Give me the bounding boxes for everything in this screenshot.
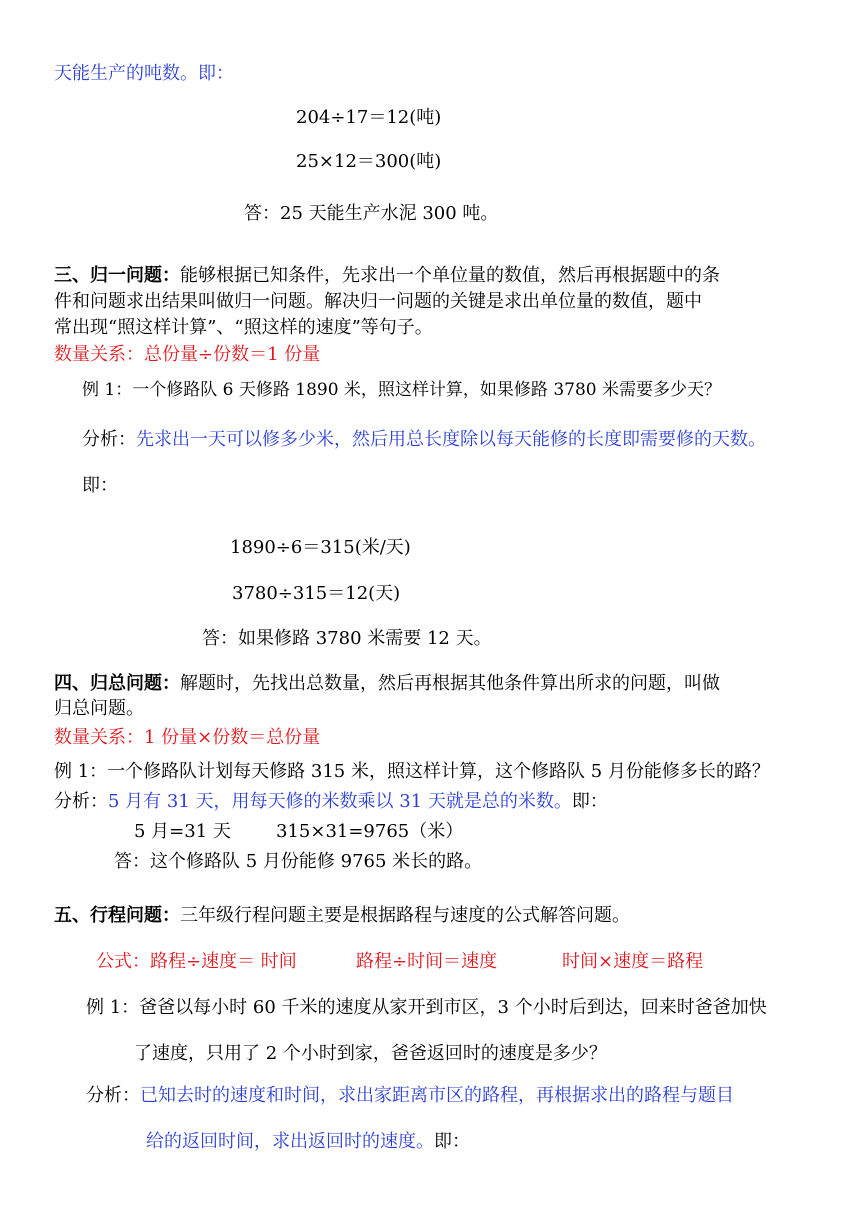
- section4-example: 例 1：一个修路队计划每天修路 315 米，照这样计算，这个修路队 5 月份能修多长的路？: [54, 761, 770, 782]
- section5-formula-2: 路程÷时间＝速度: [356, 951, 498, 972]
- section5-analysis-text-1: 已知去时的速度和时间，求出家距离市区的路程，再根据求出的路程与题目: [140, 1085, 734, 1106]
- section3-desc-1: 能够根据已知条件，先求出一个单位量的数值，然后再根据题中的条: [180, 265, 720, 286]
- section5-analysis-tail: 即：: [434, 1131, 470, 1152]
- section3-relation: 数量关系：总份量÷份数＝1 份量: [54, 344, 321, 365]
- section4-analysis-text: 5 月有 31 天，用每天修的米数乘以 31 天就是总的米数。: [108, 791, 572, 812]
- section4-analysis-label: 分析：: [54, 791, 108, 812]
- section3-analysis: [82, 428, 766, 452]
- section4-equation-2: 315×31=9765（米）: [276, 821, 464, 842]
- intro-equation-1: 204÷17＝12(吨): [296, 107, 442, 128]
- section5-analysis-text-2: 给的返回时间，求出返回时的速度。: [146, 1131, 434, 1152]
- intro-answer: 答：25 天能生产水泥 300 吨。: [244, 203, 499, 224]
- section3-analysis-label: 分析：: [82, 429, 136, 450]
- section4-desc-1: 解题时，先找出总数量，然后再根据其他条件算出所求的问题，叫做: [180, 673, 720, 694]
- section3-equation-1: 1890÷6＝315(米/天): [230, 537, 411, 558]
- section3-analysis-text: 先求出一天可以修多少米，然后用总长度除以每天能修的长度即需要修的天数。: [136, 429, 766, 450]
- section5-analysis-2: [146, 1130, 470, 1154]
- section5-analysis-1: [86, 1084, 734, 1108]
- section5-heading: 五、行程问题：: [54, 905, 180, 926]
- section4-line1: [54, 672, 720, 696]
- section3-desc-2: 件和问题求出结果叫做归一问题。解决归一问题的关键是求出单位量的数值，题中: [54, 291, 702, 312]
- section3-ji: 即：: [82, 475, 118, 496]
- section4-equation-1: 5 月=31 天: [134, 821, 231, 842]
- section4-answer: 答：这个修路队 5 月份能修 9765 米长的路。: [114, 851, 483, 872]
- section3-heading: 三、归一问题：: [54, 265, 180, 286]
- section4-desc-2: 归总问题。: [54, 698, 144, 719]
- section3-example: 例 1：一个修路队 6 天修路 1890 米，照这样计算，如果修路 3780 米需要多少天？: [82, 380, 721, 400]
- section5-formula-1: 公式：路程÷速度＝ 时间: [96, 951, 297, 972]
- section3-answer: 答：如果修路 3780 米需要 12 天。: [202, 628, 492, 649]
- section5-analysis-label: 分析：: [86, 1085, 140, 1106]
- section3-desc-3: 常出现“照这样计算”、“照这样的速度”等句子。: [54, 317, 433, 338]
- section5-example-1: 例 1：爸爸以每小时 60 千米的速度从家开到市区，3 个小时后到达，回来时爸爸加快: [86, 997, 767, 1018]
- section3-line1: [54, 264, 720, 288]
- section4-heading: 四、归总问题：: [54, 673, 180, 694]
- section5-example-2: 了速度，只用了 2 个小时到家，爸爸返回时的速度是多少？: [134, 1043, 607, 1064]
- intro-text: 天能生产的吨数。即：: [54, 63, 234, 84]
- section4-analysis: [54, 790, 608, 814]
- section5-desc: 三年级行程问题主要是根据路程与速度的公式解答问题。: [180, 905, 630, 926]
- section5-formula-3: 时间×速度＝路程: [562, 951, 704, 972]
- section5-line1: [54, 904, 630, 928]
- section3-equation-2: 3780÷315＝12(天): [232, 583, 401, 604]
- section4-relation: 数量关系：1 份量×份数＝总份量: [54, 727, 321, 748]
- section4-analysis-tail: 即：: [571, 791, 608, 812]
- intro-equation-2: 25×12＝300(吨): [296, 151, 442, 172]
